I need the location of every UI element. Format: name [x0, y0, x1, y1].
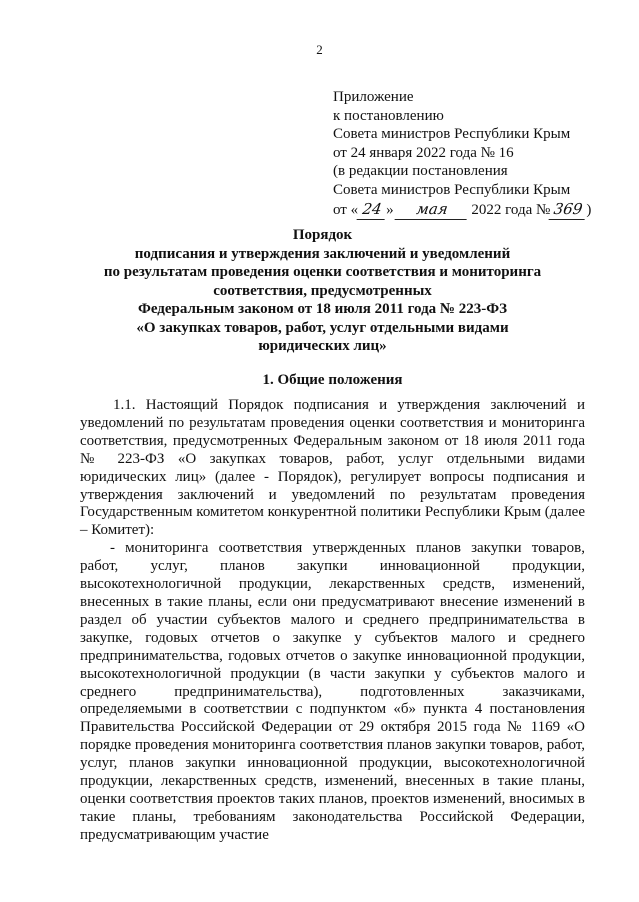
paragraph: 1.1. Настоящий Порядок подписания и утверждения заключений и уведомлений по результатам проведения оценки соответствия и мониторинга соответствия, предусмотренных Федеральным законом от 18 июля 2011 года № 223-ФЗ «О закупках товаров, работ, услуг отдельными видами юридических лиц» (далее - Порядок), регулирует вопросы подписания и утверждения заключений и уведомлений по результатам проведения Государственным комитетом конкурентной политики Республики Крым (далее – Комитет): [80, 397, 585, 539]
date-suffix: ) [586, 201, 592, 218]
title-line: по результатам проведения оценки соответствия и мониторинга [103, 264, 542, 280]
paragraph: - мониторинга соответствия утвержденных планов закупки товаров, работ, услуг, планов закупки инновационной продукции, высокотехнологичной продукции, лекарственных средств, изменений, внесенных в такие планы, если они предусматривают внесение изменений в раздел об участии субъектов малого и среднего предпринимательства в закупке, годовых отчетов о закупке у субъектов малого и среднего предпринимательства, годовых отчетов о закупке инновационной продукции, высокотехнологичной продукции (в части закупки у субъектов малого и среднего предпринимательства), подготовленных заказчиками, определяемыми в соответствии с подпунктом «б» пункта 4 постановления Правительства Российской Федерации от 29 октября 2015 года № 1169 «О порядке проведения мониторинга соответствия планов закупки товаров, работ, услуг, планов закупки инновационной продукции, высокотехнологичной продукции, лекарственных средств, изменений, внесенных в такие планы, оценки соответствия проектов таких планов, проектов изменений, вносимых в такие планы, требованиям законодательства Российской Федерации, предусматривающим участие [80, 540, 585, 843]
appendix-block [333, 88, 591, 219]
title-line: соответствия, предусмотренных [213, 282, 432, 299]
date-prefix: от « [333, 201, 359, 218]
date-mid: » [386, 201, 394, 218]
page-number: 2 [316, 42, 323, 57]
document-title [80, 226, 565, 356]
handwritten-number: 369 [549, 200, 588, 220]
title-line: Федеральным законом от 18 июля 2011 года № 223-ФЗ [137, 301, 508, 317]
title-line: подписания и утверждения заключений и уведомлений [134, 245, 511, 262]
date-year: 2022 года № [467, 201, 551, 218]
appendix-line: Совета министров Республики Крым [333, 126, 571, 143]
appendix-line: к постановлению [333, 107, 444, 124]
title-line: Порядок [292, 227, 353, 243]
appendix-line: от 24 января 2022 года № 16 [333, 144, 514, 161]
appendix-line: (в редакции постановления [333, 163, 508, 180]
handwritten-month: мая [394, 200, 469, 220]
appendix-date-line [333, 200, 591, 220]
title-line: юридических лиц» [258, 338, 387, 354]
document-body [80, 397, 585, 845]
section-heading: 1. Общие положения [262, 372, 403, 388]
handwritten-day: 24 [357, 200, 388, 220]
title-line: «О закупках товаров, работ, услуг отдельными видами [136, 319, 509, 336]
appendix-line: Совета министров Республики Крым [333, 181, 571, 198]
appendix-line: Приложение [333, 89, 414, 105]
